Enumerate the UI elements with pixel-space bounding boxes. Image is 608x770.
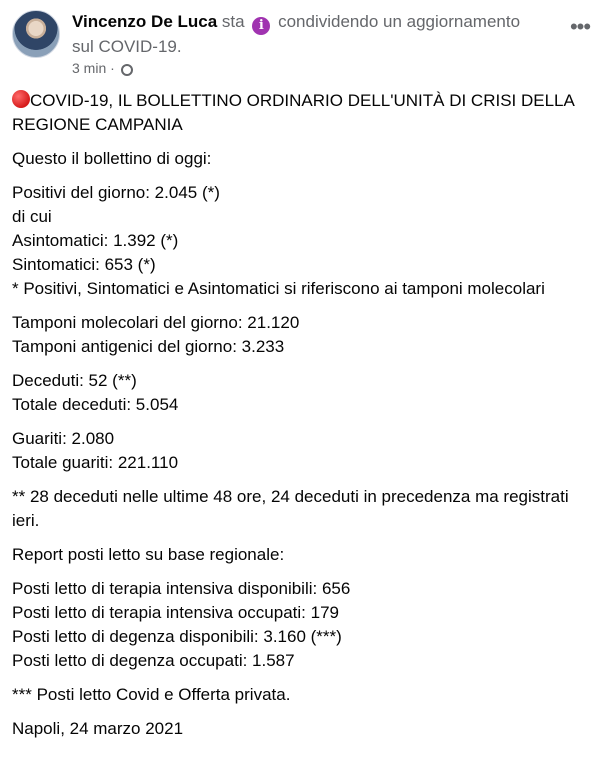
more-icon: ••• [569,14,591,39]
author-name[interactable]: Vincenzo De Luca [72,12,218,31]
post-header [12,10,596,80]
deceduti-line: Totale deceduti: 5.054 [12,395,179,414]
intro-paragraph [12,147,596,171]
header-verb: sta [221,12,245,31]
post-title: COVID-19, IL BOLLETTINO ORDINARIO DELL'UNITÀ DI CRISI DELLA REGIONE CAMPANIA [12,91,574,134]
positivi-line: di cui [12,207,52,226]
posti-letto-paragraph [12,577,596,673]
posti-letto-line: Posti letto di degenza occupati: 1.587 [12,651,295,670]
positivi-line: * Positivi, Sintomatici e Asintomatici si riferiscono ai tamponi molecolari [12,279,545,298]
post-meta [72,59,133,77]
globe-icon [121,64,133,76]
more-options-button[interactable] [566,14,594,40]
red-circle-icon [12,90,30,108]
posti-letto-line: Posti letto di terapia intensiva occupati: 179 [12,603,339,622]
report-paragraph [12,543,596,567]
guariti-paragraph [12,427,596,475]
signature: Napoli, 24 marzo 2021 [12,719,184,738]
tamponi-line: Tamponi molecolari del giorno: 21.120 [12,313,300,332]
signature-paragraph [12,717,596,741]
post-header-text [72,10,542,58]
report-title: Report posti letto su base regionale: [12,545,285,564]
note-posti-paragraph [12,683,596,707]
tamponi-line: Tamponi antigenici del giorno: 3.233 [12,337,285,356]
deceduti-line: Deceduti: 52 (**) [12,371,137,390]
guariti-line: Guariti: 2.080 [12,429,115,448]
deceduti-paragraph [12,369,596,417]
guariti-line: Totale guariti: 221.110 [12,453,179,472]
post-title-paragraph [12,89,596,137]
positivi-paragraph [12,181,596,301]
intro-text: Questo il bollettino di oggi: [12,149,212,168]
note-deceduti: ** 28 deceduti nelle ultime 48 ore, 24 deceduti in precedenza ma registrati ieri. [12,487,569,530]
positivi-line: Sintomatici: 653 (*) [12,255,156,274]
meta-separator: · [110,60,115,76]
positivi-line: Asintomatici: 1.392 (*) [12,231,179,250]
info-icon: i [252,17,270,35]
note-posti: *** Posti letto Covid e Offerta privata. [12,685,291,704]
posti-letto-line: Posti letto di terapia intensiva disponibili: 656 [12,579,351,598]
author-avatar[interactable] [12,10,60,58]
post-time[interactable]: 3 min [72,60,107,76]
posti-letto-line: Posti letto di degenza disponibili: 3.160 (***) [12,627,342,646]
post-body [12,89,596,751]
header-activity[interactable]: condividendo un aggiornamento sul COVID-19. [72,12,521,56]
tamponi-paragraph [12,311,596,359]
note-deceduti-paragraph [12,485,596,533]
positivi-line: Positivi del giorno: 2.045 (*) [12,183,220,202]
